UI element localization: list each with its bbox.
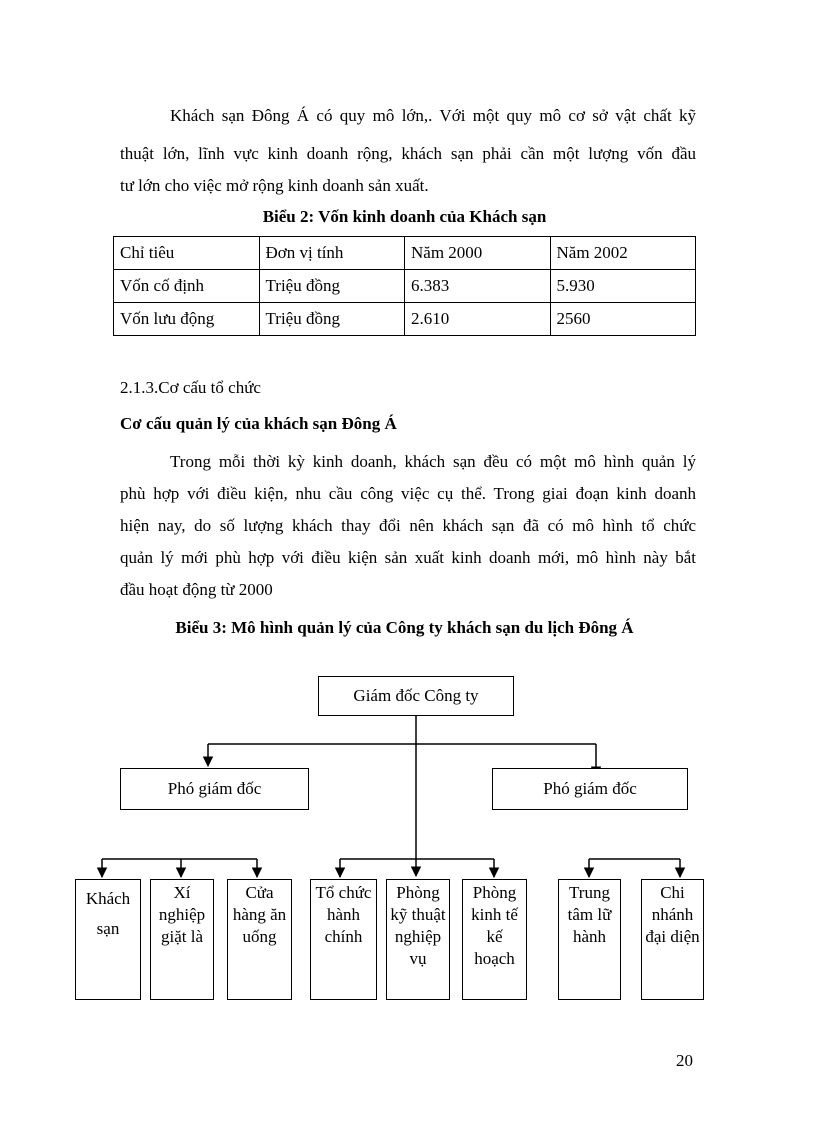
director-label: Giám đốc Công ty bbox=[353, 686, 479, 705]
unit-label-line: Khách bbox=[85, 889, 131, 908]
unit-label-line: nhánh bbox=[651, 905, 694, 924]
table-cell: Vốn lưu động bbox=[114, 303, 260, 336]
page-number: 20 bbox=[676, 1051, 693, 1070]
unit-label-line: hàng ăn bbox=[232, 905, 287, 924]
body-line-2: phù hợp với điều kiện, nhu cầu công việc cụ thể. Trong giai đoạn kinh doanh bbox=[120, 484, 696, 503]
deputy-right-box bbox=[492, 768, 688, 810]
unit-label-line: chính bbox=[324, 927, 363, 946]
unit-phong-ky-thuat bbox=[386, 879, 450, 1000]
body-line-1: Trong mỗi thời kỳ kinh doanh, khách sạn đều có một mô hình quản lý bbox=[170, 452, 696, 471]
unit-xi-nghiep-giat-la bbox=[150, 879, 214, 1000]
body-line-3: hiện nay, do số lượng khách thay đổi nên khách sạn đã có mô hình tổ chức bbox=[120, 516, 696, 535]
deputy-right-label: Phó giám đốc bbox=[543, 779, 637, 798]
section-number: 2.1.3.Cơ cấu tổ chức bbox=[120, 378, 261, 397]
table-cell: 2.610 bbox=[405, 303, 551, 336]
unit-label-line: Cửa bbox=[245, 883, 274, 902]
table-cell: 6.383 bbox=[405, 270, 551, 303]
unit-label-line: kỹ thuật bbox=[390, 905, 446, 924]
unit-label-line: giặt là bbox=[160, 927, 203, 946]
unit-label-line: kế bbox=[486, 927, 503, 946]
intro-line-3: tư lớn cho việc mở rộng kinh doanh sản xuất. bbox=[120, 176, 429, 195]
unit-cua-hang-an-uong bbox=[227, 879, 292, 1000]
table-header-cell: Năm 2000 bbox=[405, 237, 551, 270]
unit-label-line: hành bbox=[326, 905, 361, 924]
intro-line-2: thuật lớn, lĩnh vực kinh doanh rộng, khách sạn phải cần một lượng vốn đầu bbox=[120, 144, 696, 163]
body-line-4: quản lý mới phù hợp với điều kiện sản xuất kinh doanh mới, mô hình này bắt bbox=[120, 548, 696, 567]
unit-label-line: Phòng bbox=[472, 883, 517, 902]
unit-label-line: hành bbox=[572, 927, 607, 946]
intro-line-1: Khách sạn Đông Á có quy mô lớn,. Với một quy mô cơ sở vật chất kỹ bbox=[170, 106, 696, 125]
unit-phong-kinh-te bbox=[462, 879, 527, 1000]
unit-label-line: sạn bbox=[96, 919, 120, 938]
table-title: Biểu 2: Vốn kinh doanh của Khách sạn bbox=[262, 207, 547, 226]
unit-label-line: Tổ chức bbox=[315, 883, 372, 902]
unit-to-chuc-hanh-chinh bbox=[310, 879, 377, 1000]
table-cell: Vốn cố định bbox=[114, 270, 260, 303]
unit-label-line: kinh tế bbox=[471, 905, 518, 924]
table-cell: Triệu đồng bbox=[259, 303, 405, 336]
unit-label-line: Chi bbox=[660, 883, 685, 902]
unit-label-line: uống bbox=[242, 927, 277, 946]
table-cell: Triệu đồng bbox=[259, 270, 405, 303]
deputy-left-box bbox=[120, 768, 309, 810]
table-header-cell: Năm 2002 bbox=[550, 237, 696, 270]
table-header-cell: Chỉ tiêu bbox=[114, 237, 260, 270]
table-cell: 2560 bbox=[550, 303, 696, 336]
unit-label-line: đại diện bbox=[645, 927, 700, 946]
unit-trung-tam-lu-hanh bbox=[558, 879, 621, 1000]
section-heading: Cơ cấu quản lý của khách sạn Đông Á bbox=[120, 414, 397, 433]
unit-label-line: nghiệp bbox=[394, 927, 442, 946]
unit-label-line: nghiệp bbox=[158, 905, 206, 924]
chart-title: Biểu 3: Mô hình quản lý của Công ty khách sạn du lịch Đông Á bbox=[175, 618, 634, 637]
unit-khach-san bbox=[75, 879, 141, 1000]
table-header-cell: Đơn vị tính bbox=[259, 237, 405, 270]
unit-label-line: hoạch bbox=[474, 949, 515, 968]
unit-chi-nhanh-dai-dien bbox=[641, 879, 704, 1000]
unit-label-line: tâm lữ bbox=[567, 905, 612, 924]
unit-label-line: Phòng bbox=[396, 883, 440, 902]
table-cell: 5.930 bbox=[550, 270, 696, 303]
deputy-left-label: Phó giám đốc bbox=[167, 779, 262, 798]
unit-label-line: Trung bbox=[569, 883, 610, 902]
director-box bbox=[318, 676, 514, 716]
unit-label-line: vụ bbox=[409, 949, 427, 968]
unit-label-line: Xí bbox=[173, 883, 191, 902]
body-line-5: đầu hoạt động từ 2000 bbox=[120, 580, 273, 599]
